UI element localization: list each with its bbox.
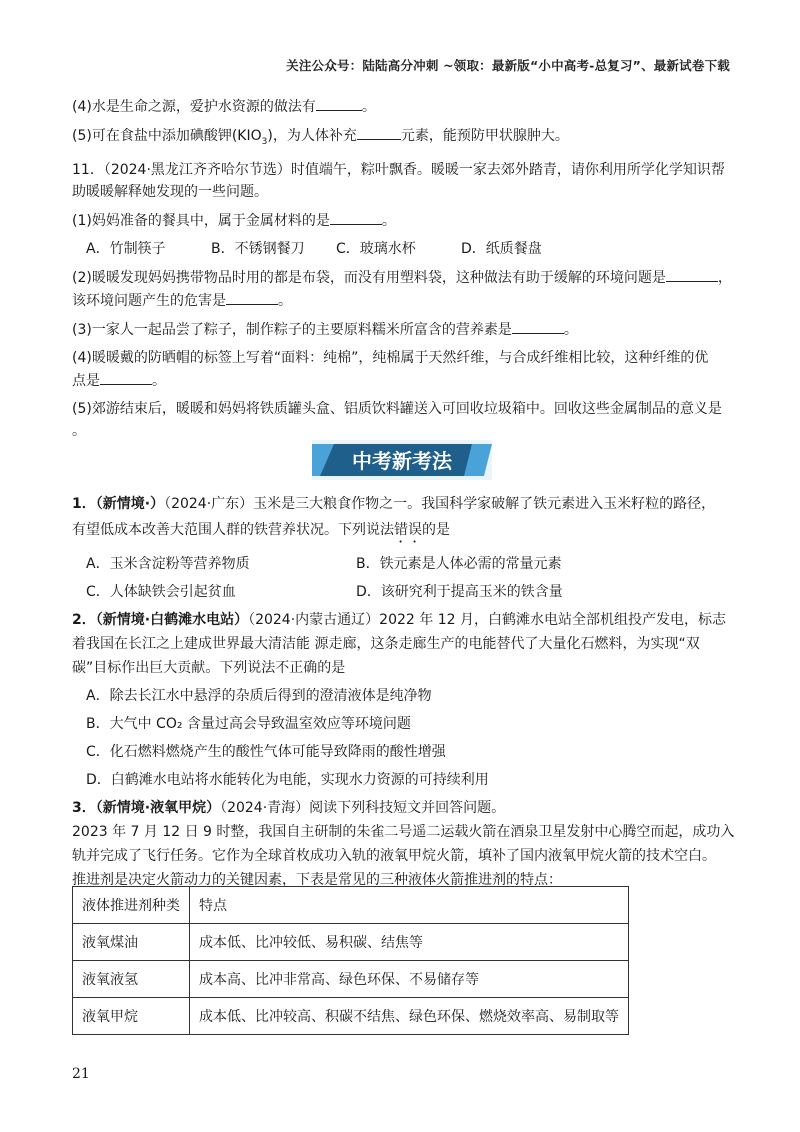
- banner-graphic: [312, 438, 492, 482]
- table-cell: 液氧煤油: [73, 924, 190, 961]
- option-c[interactable]: C．化石燃料燃烧产生的酸性气体可能导致降雨的酸性增强: [86, 744, 446, 760]
- n1-stem-cont: 有望低成本改善大范围人群的铁营养状况。下列说法错误的是: [72, 522, 450, 538]
- n2-stem: 2．（新情境·白鹤滩水电站）（2024·内蒙古通辽）2022 年 12 月，白鹤滩水电站全部机组投产发电，标志: [72, 612, 726, 628]
- option-b[interactable]: B．铁元素是人体必需的常量元素: [356, 556, 562, 572]
- n3-para-cont: 轨并完成了飞行任务。它作为全球首枚成功入轨的液氧甲烷火箭，填补了国内液氧甲烷火箭的技术空白。: [72, 848, 716, 864]
- new-method-section: [72, 494, 735, 898]
- option-a[interactable]: A．竹制筷子: [86, 240, 166, 257]
- answer-blank[interactable]: [357, 125, 401, 140]
- q11-part4: (4)暖暖戴的防晒帽的标签上写着“面料：纯棉”，纯棉属于天然纤维，与合成纤维相比较，这种纤维的优: [72, 349, 709, 366]
- n3-para: 2023 年 7 月 12 日 9 时整，我国自主研制的朱雀二号遥二运载火箭在酒泉卫星发射中心腾空而起，成功入: [72, 824, 735, 840]
- option-d[interactable]: D．白鹤滩水电站将水能转化为电能，实现水力资源的可持续利用: [86, 772, 489, 788]
- propellant-table: [72, 886, 629, 1035]
- answer-blank[interactable]: [666, 267, 718, 282]
- table-row: [73, 961, 629, 998]
- q11-part5-cont: 。: [72, 422, 86, 439]
- table-row: [73, 924, 629, 961]
- option-b[interactable]: B．不锈钢餐刀: [211, 240, 305, 257]
- table-cell: 液氧液氢: [73, 961, 190, 998]
- n2-stem-cont: 着我国在长江之上建成世界最大清洁能 源走廊，这条走廊生产的电能替代了大量化石燃料，为实现“双: [72, 636, 700, 652]
- q11-part2: (2)暖暖发现妈妈携带物品时用的都是布袋，而没有用塑料袋，这种做法有助于缓解的环境问题是 ，: [72, 267, 732, 288]
- option-b[interactable]: B．大气中 CO₂ 含量过高会导致温室效应等环境问题: [86, 716, 411, 732]
- n3-stem: 3．（新情境·液氧甲烷）（2024·青海）阅读下列科技短文并回答问题。: [72, 800, 506, 816]
- table-cell: 液氧甲烷: [73, 998, 190, 1035]
- option-a[interactable]: A．玉米含淀粉等营养物质: [86, 556, 250, 572]
- n2-stem-cont2: 碳”目标作出巨大贡献。下列说法不正确的是: [72, 660, 346, 676]
- table-cell: 成本低、比冲较高、积碳不结焦、绿色环保、燃烧效率高、易制取等: [190, 998, 629, 1035]
- answer-blank[interactable]: [512, 319, 564, 334]
- table-header-cell: 特点: [190, 887, 629, 924]
- answer-blank[interactable]: [226, 290, 278, 305]
- q11-part4-cont: 点是 。: [72, 370, 732, 391]
- n1-stem: 1．（新情境·）（2024·广东）玉米是三大粮食作物之一。我国科学家破解了铁元素进入玉米籽粒的路径，: [72, 496, 716, 512]
- chemical-formula: $(KIO_3)$: [231, 128, 273, 147]
- n1-options: [72, 554, 732, 610]
- banner-title: 中考新考法: [352, 449, 452, 473]
- option-d[interactable]: D．该研究利于提高玉米的铁含量: [356, 584, 563, 600]
- table-cell: 成本高、比冲非常高、绿色环保、不易储存等: [190, 961, 629, 998]
- option-d[interactable]: D．纸质餐盘: [461, 240, 542, 257]
- answer-blank[interactable]: [100, 370, 152, 385]
- table-cell: 成本低、比冲较低、易积碳、结焦等: [190, 924, 629, 961]
- q10-item4: (4)水是生命之源，爱护水资源的做法有 。: [72, 96, 732, 117]
- q11-part1: (1)妈妈准备的餐具中，属于金属材料的是 。: [72, 210, 732, 231]
- q11-intro-cont: 助暖暖解释她发现的一些问题。: [72, 183, 268, 200]
- n3-para-cont2: 推进剂是决定火箭动力的关键因素，下表是常见的三种液体火箭推进剂的特点：: [72, 872, 562, 888]
- q10-item5: (5)可在食盐中添加碘酸钾$(KIO_3)$，为人体补充 元素，能预防甲状腺肿大。: [72, 125, 732, 152]
- document-body: [72, 96, 732, 449]
- q11-part2-cont: 该环境问题产生的危害是 。: [72, 290, 732, 311]
- answer-blank[interactable]: [330, 210, 382, 225]
- table-header-row: [73, 887, 629, 924]
- table-header-cell: 液体推进剂种类: [73, 887, 190, 924]
- option-a[interactable]: A．除去长江水中悬浮的杂质后得到的澄清液体是纯净物: [86, 688, 432, 704]
- q11-part5: (5)郊游结束后，暖暖和妈妈将铁质罐头盒、铝质饮料罐送入可回收垃圾箱中。回收这些金属制品的意义是: [72, 400, 722, 417]
- option-c[interactable]: C．玻璃水杯: [336, 240, 416, 257]
- q11-intro: 11．（2024·黑龙江齐齐哈尔节选）时值端午，粽叶飘香。暖暖一家去郊外踏青，请你利用所学化学知识帮: [72, 161, 725, 178]
- answer-blank[interactable]: [316, 96, 362, 111]
- table-row: [73, 998, 629, 1035]
- page-number: 21: [72, 1066, 90, 1082]
- option-c[interactable]: C．人体缺铁会引起贫血: [86, 584, 236, 600]
- section-banner: [312, 438, 492, 482]
- page-header: 关注公众号：陆陆高分冲刺 ~领取：最新版“小中高考-总复习”、最新试卷下载: [286, 58, 730, 73]
- q11-part1-options: [72, 239, 732, 259]
- q11-part3: (3)一家人一起品尝了粽子，制作粽子的主要原料糯米所富含的营养素是 。: [72, 319, 732, 340]
